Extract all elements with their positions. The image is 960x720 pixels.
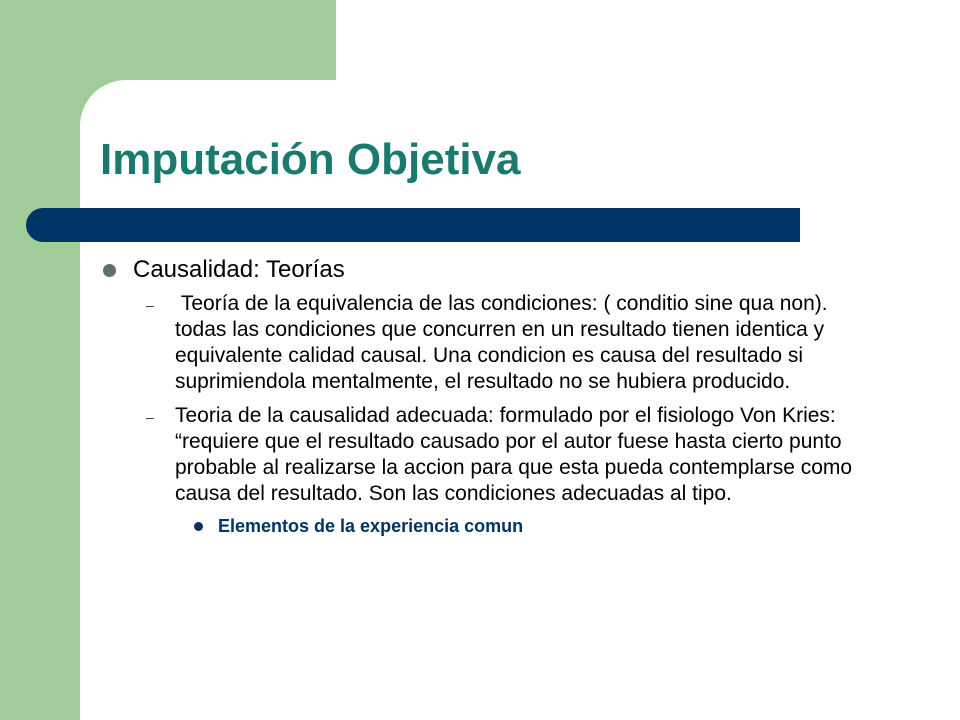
sub-sub-bullet-experiencia	[100, 513, 880, 539]
bullet-causalidad	[100, 250, 880, 290]
sub-bullet-text: Teoría de la equivalencia de las condiciones: ( conditio sine qua non). todas las condiciones que concurren en un resultado tienen identica y equivalente calidad causal. Una condicion es causa del resultado si suprimiendola mentalmente, el resultado no se hubiera producido.	[175, 292, 834, 393]
sub-bullet-text: Teoria de la causalidad adecuada: formulado por el fisiologo Von Kries: “requiere que el resultado causado por el autor fuese hasta cierto punto probable al realizarse la accion para que esta pueda contemplarse como causa del resultado. Son las condiciones adecuadas al tipo.	[175, 404, 853, 505]
dash-icon: –	[146, 409, 154, 425]
dash-icon: –	[146, 297, 154, 313]
title-underline-bar	[26, 208, 800, 242]
sub-sub-bullet-text: Elementos de la experiencia comun	[218, 516, 524, 536]
sub-bullet-equivalencia	[100, 291, 880, 395]
small-bullet-dot-icon	[194, 522, 203, 531]
slide-body	[100, 250, 880, 539]
bullet-dot-icon	[103, 264, 116, 277]
bullet-text: Causalidad: Teorías	[133, 256, 345, 283]
sub-bullet-causalidad-adecuada	[100, 403, 880, 507]
slide-title: Imputación Objetiva	[100, 135, 521, 184]
